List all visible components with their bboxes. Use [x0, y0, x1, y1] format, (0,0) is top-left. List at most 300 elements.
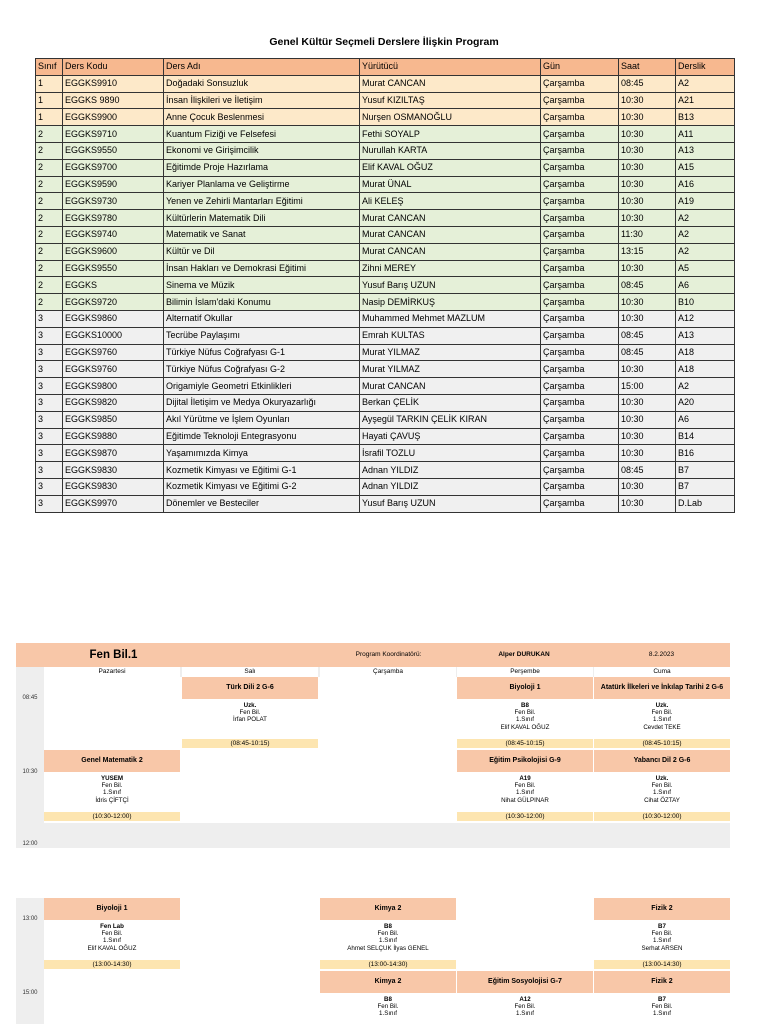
course-class: 1.Sınıf [653, 716, 671, 724]
course-hours: (08:45-10:15) [182, 739, 318, 748]
table-cell: EGGKS9900 [63, 109, 164, 126]
table-cell: 2 [36, 210, 63, 227]
table-cell: Sinema ve Müzik [164, 277, 360, 294]
table-cell: 2 [36, 226, 63, 243]
course-name: Atatürk İlkeleri ve İnkılap Tarihi 2 G-6 [594, 677, 730, 699]
table-row [36, 445, 735, 462]
table-cell: 2 [36, 277, 63, 294]
table-cell: 10:30 [619, 428, 676, 445]
table-row [36, 394, 735, 411]
course-hours: (10:30-12:00) [457, 812, 593, 821]
table-cell: 10:30 [619, 210, 676, 227]
table-cell: Emrah KULTAS [360, 327, 541, 344]
table-cell: 08:45 [619, 277, 676, 294]
table-cell: EGGKS9870 [63, 445, 164, 462]
table-cell: Tecrübe Paylaşımı [164, 327, 360, 344]
course-table [35, 58, 735, 513]
course-details [320, 920, 456, 960]
table-cell: 3 [36, 428, 63, 445]
table-cell: A6 [676, 277, 735, 294]
table-cell: 3 [36, 445, 63, 462]
table-cell: 1 [36, 92, 63, 109]
table-cell: Nurullah KARTA [360, 142, 541, 159]
table-cell: 10:30 [619, 126, 676, 143]
course-hours: (13:00-14:30) [594, 960, 730, 969]
time-label: 15:00 [22, 990, 38, 996]
table-cell: Nasip DEMİRKUŞ [360, 294, 541, 311]
day-header: Pazartesi [44, 667, 180, 677]
table-cell: Çarşamba [541, 394, 619, 411]
table-cell: Çarşamba [541, 193, 619, 210]
course-class: 1.Sınıf [379, 937, 397, 945]
table-cell: Çarşamba [541, 159, 619, 176]
table-cell: 2 [36, 260, 63, 277]
course-room: B8 [521, 702, 529, 709]
table-cell: 10:30 [619, 193, 676, 210]
table-cell: 3 [36, 462, 63, 479]
course-details [457, 772, 593, 812]
table-cell: Çarşamba [541, 75, 619, 92]
table-cell: B10 [676, 294, 735, 311]
table-row [36, 159, 735, 176]
course-room: Fen Lab [100, 923, 124, 930]
table-row [36, 142, 735, 159]
table-cell: A2 [676, 378, 735, 395]
table-row [36, 428, 735, 445]
table-cell: EGGKS9550 [63, 142, 164, 159]
table-row [36, 243, 735, 260]
table-cell: 3 [36, 344, 63, 361]
table-cell: Zihni MEREY [360, 260, 541, 277]
time-label: 12:00 [22, 841, 38, 847]
table-row [36, 294, 735, 311]
weekly-schedule [16, 643, 730, 1024]
table-cell: 08:45 [619, 327, 676, 344]
table-cell: Murat ÜNAL [360, 176, 541, 193]
course-dept: Fen Bil. [239, 709, 261, 717]
course-hours: (08:45-10:15) [594, 739, 730, 748]
table-cell: 3 [36, 310, 63, 327]
table-cell: 3 [36, 411, 63, 428]
table-cell: EGGKS9720 [63, 294, 164, 311]
course-details [457, 699, 593, 739]
table-cell: Kuantum Fiziği ve Felsefesi [164, 126, 360, 143]
table-cell: Çarşamba [541, 495, 619, 512]
table-cell: Murat CANCAN [360, 226, 541, 243]
table-cell: İnsan İlişkileri ve İletişim [164, 92, 360, 109]
table-cell: 3 [36, 478, 63, 495]
table-row [36, 495, 735, 512]
table-cell: EGGKS9880 [63, 428, 164, 445]
course-details [594, 699, 730, 739]
course-details [594, 772, 730, 812]
table-cell: 08:45 [619, 462, 676, 479]
table-cell: 10:30 [619, 159, 676, 176]
course-name: Fizik 2 [594, 898, 730, 920]
table-cell: Çarşamba [541, 445, 619, 462]
table-cell: 2 [36, 294, 63, 311]
table-row [36, 310, 735, 327]
column-header: Sınıf [36, 59, 63, 76]
table-row [36, 361, 735, 378]
course-class: 1.Sınıf [103, 937, 121, 945]
table-row [36, 75, 735, 92]
course-name: Genel Matematik 2 [44, 750, 180, 772]
day-header: Çarşamba [320, 667, 456, 677]
course-dept: Fen Bil. [101, 930, 123, 938]
table-cell: EGGKS9860 [63, 310, 164, 327]
table-cell: A11 [676, 126, 735, 143]
table-cell: 10:30 [619, 361, 676, 378]
table-cell: Çarşamba [541, 109, 619, 126]
table-cell: Murat CANCAN [360, 75, 541, 92]
day-header: Cuma [594, 667, 730, 677]
course-teacher: Nihat GÜLPINAR [501, 796, 549, 804]
table-cell: A19 [676, 193, 735, 210]
table-cell: Murat YILMAZ [360, 361, 541, 378]
course-room: Uzk. [655, 775, 669, 782]
course-hours: (10:30-12:00) [594, 812, 730, 821]
table-cell: Akıl Yürütme ve İşlem Oyunları [164, 411, 360, 428]
table-cell: 3 [36, 495, 63, 512]
table-cell: Çarşamba [541, 310, 619, 327]
table-row [36, 92, 735, 109]
table-cell: Çarşamba [541, 411, 619, 428]
table-cell: 08:45 [619, 344, 676, 361]
table-cell: Çarşamba [541, 260, 619, 277]
course-name: Yabancı Dil 2 G-6 [594, 750, 730, 772]
table-cell: 3 [36, 327, 63, 344]
course-room: Uzk. [243, 702, 257, 709]
table-cell: Dönemler ve Besteciler [164, 495, 360, 512]
table-cell: Çarşamba [541, 176, 619, 193]
table-cell: Çarşamba [541, 478, 619, 495]
table-cell: İsrafil TOZLU [360, 445, 541, 462]
column-header: Saat [619, 59, 676, 76]
table-cell: EGGKS9800 [63, 378, 164, 395]
table-cell: Yenen ve Zehirli Mantarları Eğitimi [164, 193, 360, 210]
course-hours: (08:45-10:15) [457, 739, 593, 748]
table-cell: EGGKS [63, 277, 164, 294]
table-cell: 2 [36, 193, 63, 210]
table-cell: 10:30 [619, 478, 676, 495]
table-cell: A20 [676, 394, 735, 411]
table-cell: 10:30 [619, 411, 676, 428]
table-row [36, 327, 735, 344]
table-cell: 10:30 [619, 445, 676, 462]
course-hours: (13:00-14:30) [44, 960, 180, 969]
course-class: 1.Sınıf [653, 789, 671, 797]
table-cell: B14 [676, 428, 735, 445]
table-cell: EGGKS9780 [63, 210, 164, 227]
table-cell: B7 [676, 478, 735, 495]
table-cell: 2 [36, 142, 63, 159]
table-cell: EGGKS9700 [63, 159, 164, 176]
table-row [36, 277, 735, 294]
column-header: Derslik [676, 59, 735, 76]
table-cell: A13 [676, 327, 735, 344]
table-cell: EGGKS9600 [63, 243, 164, 260]
course-room: YUSEM [100, 775, 123, 782]
table-row [36, 126, 735, 143]
table-cell: Çarşamba [541, 226, 619, 243]
table-cell: B7 [676, 462, 735, 479]
table-cell: EGGKS9730 [63, 193, 164, 210]
table-cell: 3 [36, 394, 63, 411]
course-dept: Fen Bil. [377, 930, 399, 938]
course-details [594, 920, 730, 960]
course-teacher: Ahmet SELÇUK İlyas GENEL [347, 944, 429, 952]
course-room: B7 [658, 923, 666, 930]
table-cell: EGGKS9850 [63, 411, 164, 428]
course-teacher: İdris ÇİFTÇİ [95, 796, 129, 804]
table-cell: 2 [36, 159, 63, 176]
course-dept: Fen Bil. [101, 782, 123, 790]
table-cell: B16 [676, 445, 735, 462]
course-name: Kimya 2 [320, 898, 456, 920]
table-cell: Türkiye Nüfus Coğrafyası G-2 [164, 361, 360, 378]
table-cell: Yaşamımızda Kimya [164, 445, 360, 462]
table-cell: EGGKS9590 [63, 176, 164, 193]
table-cell: Alternatif Okullar [164, 310, 360, 327]
table-cell: EGGKS9820 [63, 394, 164, 411]
table-cell: Bilimin İslam'daki Konumu [164, 294, 360, 311]
table-cell: 10:30 [619, 142, 676, 159]
course-dept: Fen Bil. [514, 782, 536, 790]
table-cell: 10:30 [619, 176, 676, 193]
course-details [457, 993, 593, 1024]
table-cell: Kozmetik Kimyası ve Eğitimi G-2 [164, 478, 360, 495]
table-cell: A2 [676, 243, 735, 260]
table-cell: 11:30 [619, 226, 676, 243]
table-cell: Kültürlerin Matematik Dili [164, 210, 360, 227]
course-class: 1.Sınıf [516, 1010, 534, 1018]
course-room: Uzk. [655, 702, 669, 709]
table-cell: Ekonomi ve Girişimcilik [164, 142, 360, 159]
table-cell: Nurşen OSMANOĞLU [360, 109, 541, 126]
table-cell: 10:30 [619, 294, 676, 311]
page-title: Genel Kültür Seçmeli Derslere İlişkin Program [269, 36, 499, 48]
table-cell: A2 [676, 75, 735, 92]
table-cell: İnsan Hakları ve Demokrasi Eğitimi [164, 260, 360, 277]
course-room: B8 [384, 996, 392, 1003]
table-cell: A18 [676, 344, 735, 361]
course-class: 1.Sınıf [653, 1010, 671, 1018]
table-cell: 2 [36, 176, 63, 193]
course-name: Türk Dili 2 G-6 [182, 677, 318, 699]
course-teacher: Elif KAVAL OĞUZ [500, 723, 550, 731]
table-cell: EGGKS9910 [63, 75, 164, 92]
course-dept: Fen Bil. [651, 709, 673, 717]
table-row [36, 344, 735, 361]
column-header: Gün [541, 59, 619, 76]
course-room: A12 [519, 996, 531, 1003]
table-cell: Murat CANCAN [360, 210, 541, 227]
day-header: Salı [182, 667, 318, 677]
table-cell: EGGKS9760 [63, 344, 164, 361]
table-cell: Çarşamba [541, 277, 619, 294]
table-cell: Kozmetik Kimyası ve Eğitimi G-1 [164, 462, 360, 479]
table-cell: Yusuf Barış UZUN [360, 495, 541, 512]
table-cell: Hayati ÇAVUŞ [360, 428, 541, 445]
course-room: B7 [658, 996, 666, 1003]
table-cell: Origamiyle Geometri Etkinlikleri [164, 378, 360, 395]
table-cell: A13 [676, 142, 735, 159]
course-name: Eğitim Sosyolojisi G-7 [457, 971, 593, 993]
table-cell: Kariyer Planlama ve Geliştirme [164, 176, 360, 193]
table-cell: A2 [676, 210, 735, 227]
table-row [36, 411, 735, 428]
course-teacher: Serhat ARSEN [641, 944, 683, 952]
course-teacher: Elif KAVAL OĞUZ [87, 944, 137, 952]
table-cell: Çarşamba [541, 344, 619, 361]
time-label: 13:00 [22, 916, 38, 922]
table-cell: A15 [676, 159, 735, 176]
table-header-row [36, 59, 735, 76]
table-cell: A18 [676, 361, 735, 378]
table-cell: 10:30 [619, 109, 676, 126]
table-cell: Türkiye Nüfus Coğrafyası G-1 [164, 344, 360, 361]
course-dept: Fen Bil. [651, 782, 673, 790]
table-cell: EGGKS9550 [63, 260, 164, 277]
course-hours: (13:00-14:30) [320, 960, 456, 969]
course-class: 1.Sınıf [103, 789, 121, 797]
department-name: Fen Bil.1 [89, 649, 138, 661]
table-cell: 3 [36, 361, 63, 378]
course-name: Fizik 2 [594, 971, 730, 993]
table-row [36, 210, 735, 227]
table-cell: Ayşegül TARKIN ÇELİK KIRAN [360, 411, 541, 428]
course-dept: Fen Bil. [514, 1003, 536, 1011]
course-name: Eğitim Psikolojisi G-9 [457, 750, 593, 772]
table-cell: Berkan ÇELİK [360, 394, 541, 411]
course-details [44, 772, 180, 812]
table-cell: Matematik ve Sanat [164, 226, 360, 243]
table-cell: A2 [676, 226, 735, 243]
course-class: 1.Sınıf [653, 937, 671, 945]
table-row [36, 378, 735, 395]
table-cell: 15:00 [619, 378, 676, 395]
table-row [36, 478, 735, 495]
table-cell: Yusuf KIZILTAŞ [360, 92, 541, 109]
schedule-date: 8.2.2023 [648, 651, 675, 658]
table-cell: 10:30 [619, 260, 676, 277]
table-cell: Elif KAVAL OĞUZ [360, 159, 541, 176]
table-cell: A5 [676, 260, 735, 277]
table-cell: EGGKS9740 [63, 226, 164, 243]
table-cell: A6 [676, 411, 735, 428]
time-label: 08:45 [22, 695, 38, 701]
coordinator-label: Program Koordinatörü: [355, 651, 422, 658]
column-header: Yürütücü [360, 59, 541, 76]
table-row [36, 260, 735, 277]
course-dept: Fen Bil. [514, 709, 536, 717]
course-details [594, 993, 730, 1024]
table-row [36, 462, 735, 479]
table-cell: EGGKS9760 [63, 361, 164, 378]
table-cell: Kültür ve Dil [164, 243, 360, 260]
course-room: B8 [384, 923, 392, 930]
course-room: A19 [519, 775, 531, 782]
table-cell: Adnan YILDIZ [360, 462, 541, 479]
course-details [320, 993, 456, 1024]
course-name: Biyoloji 1 [44, 898, 180, 920]
table-cell: Çarşamba [541, 210, 619, 227]
table-cell: Dijital İletişim ve Medya Okuryazarlığı [164, 394, 360, 411]
table-cell: Murat CANCAN [360, 243, 541, 260]
table-cell: A21 [676, 92, 735, 109]
table-cell: B13 [676, 109, 735, 126]
course-class: 1.Sınıf [516, 716, 534, 724]
table-cell: Adnan YILDIZ [360, 478, 541, 495]
table-cell: 1 [36, 75, 63, 92]
table-cell: EGGKS 9890 [63, 92, 164, 109]
table-cell: EGGKS9970 [63, 495, 164, 512]
table-cell: Çarşamba [541, 92, 619, 109]
coordinator-name: Alper DURUKAN [498, 651, 550, 658]
course-class: 1.Sınıf [516, 789, 534, 797]
table-cell: Çarşamba [541, 378, 619, 395]
course-hours: (10:30-12:00) [44, 812, 180, 821]
table-row [36, 193, 735, 210]
table-row [36, 226, 735, 243]
table-cell: Fethi SOYALP [360, 126, 541, 143]
table-cell: 08:45 [619, 75, 676, 92]
course-teacher: Cihat ÖZTAY [644, 796, 680, 804]
course-name: Kimya 2 [320, 971, 456, 993]
course-dept: Fen Bil. [651, 1003, 673, 1011]
table-row [36, 109, 735, 126]
table-cell: Çarşamba [541, 243, 619, 260]
table-cell: Çarşamba [541, 327, 619, 344]
table-cell: EGGKS9830 [63, 478, 164, 495]
table-cell: Muhammed Mehmet MAZLUM [360, 310, 541, 327]
table-cell: 2 [36, 126, 63, 143]
table-cell: Anne Çocuk Beslenmesi [164, 109, 360, 126]
table-cell: EGGKS9710 [63, 126, 164, 143]
table-cell: Çarşamba [541, 462, 619, 479]
table-cell: A12 [676, 310, 735, 327]
table-cell: Çarşamba [541, 361, 619, 378]
table-cell: D.Lab [676, 495, 735, 512]
course-class: 1.Sınıf [379, 1010, 397, 1018]
course-dept: Fen Bil. [377, 1003, 399, 1011]
table-cell: Çarşamba [541, 428, 619, 445]
course-name: Biyoloji 1 [457, 677, 593, 699]
table-cell: 3 [36, 378, 63, 395]
column-header: Ders Kodu [63, 59, 164, 76]
table-cell: EGGKS9830 [63, 462, 164, 479]
time-label: 10:30 [22, 769, 38, 775]
table-cell: 1 [36, 109, 63, 126]
table-cell: Eğitimde Teknoloji Entegrasyonu [164, 428, 360, 445]
course-teacher: Cevdet TEKE [643, 723, 681, 731]
course-details [44, 920, 180, 960]
table-cell: Yusuf Barış UZUN [360, 277, 541, 294]
column-header: Ders Adı [164, 59, 360, 76]
table-cell: 13:15 [619, 243, 676, 260]
table-cell: Çarşamba [541, 294, 619, 311]
table-cell: Murat CANCAN [360, 378, 541, 395]
table-cell: Çarşamba [541, 126, 619, 143]
table-cell: 10:30 [619, 310, 676, 327]
table-cell: Murat YILMAZ [360, 344, 541, 361]
course-dept: Fen Bil. [651, 930, 673, 938]
table-cell: Ali KELEŞ [360, 193, 541, 210]
table-row [36, 176, 735, 193]
table-cell: 10:30 [619, 394, 676, 411]
course-details [182, 699, 318, 739]
